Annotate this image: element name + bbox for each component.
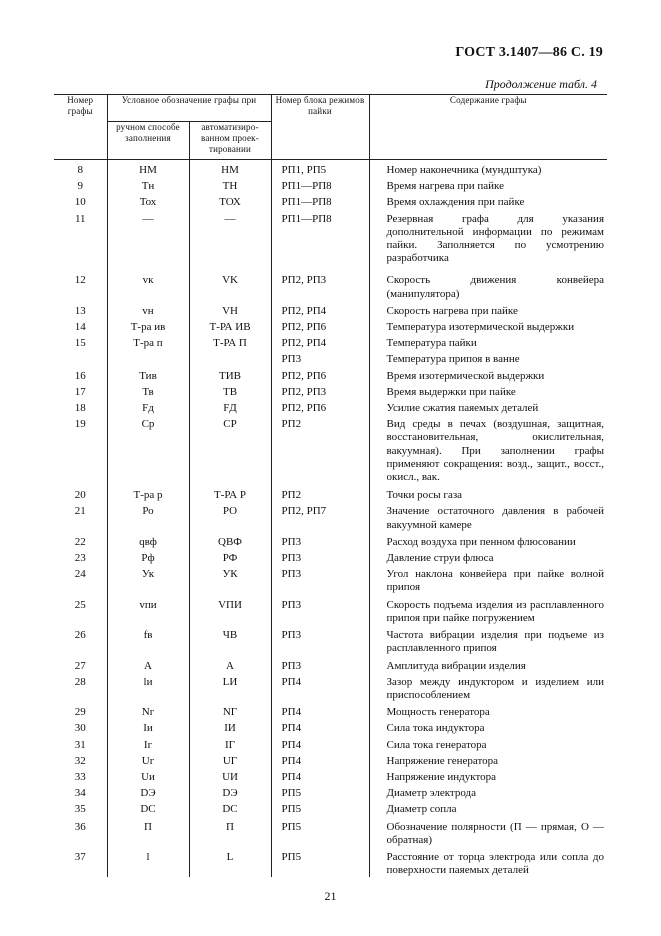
cell-automated-designation: ЧВ (189, 625, 271, 655)
cell-description: Расход воздуха при пенном флюсовании (369, 532, 607, 549)
cell-automated-designation: NГ (189, 702, 271, 719)
table-row (54, 484, 607, 502)
table-row (54, 549, 607, 565)
document-reference: ГОСТ 3.1407—86 С. 19 (455, 45, 603, 60)
cell-manual-designation: vк (107, 265, 189, 300)
table-row (54, 595, 607, 625)
cell-number: 34 (74, 787, 86, 800)
cell-block: РП2, РП4 (271, 334, 369, 350)
cell-number: 17 (74, 385, 86, 398)
cell-description: Вид среды в печах (воздушная, защитная, восстановительная, окислительная, вакуумная). При заполнении графы применяют сокращения: возд., защит., восст., окисл., вак. (369, 415, 607, 484)
cell-block: РП3 (271, 350, 369, 366)
cell-description: Частота вибрации изделия при подъеме из расплавленного припоя (369, 625, 607, 655)
cell-automated-designation: Т-РА П (189, 334, 271, 350)
table-row (54, 847, 607, 877)
cell-automated-designation: Т-РА ИВ (189, 318, 271, 334)
cell-automated-designation: DЭ (189, 784, 271, 800)
table-row (54, 565, 607, 594)
cell-automated-designation: УК (189, 565, 271, 594)
table-row (54, 334, 607, 350)
cell-number: 20 (74, 489, 86, 502)
page-number: 21 (324, 889, 337, 903)
cell-description: Точки росы газа (369, 484, 607, 502)
cell-description: Номер наконечника (мундштука) (369, 160, 607, 178)
cell-automated-designation: DC (189, 800, 271, 816)
cell-automated-designation: А (189, 656, 271, 673)
cell-description: Резервная графа для указания дополнительной информации по режимам пайки. Заполняется по усмотрению разработчика (369, 210, 607, 266)
cell-number: 35 (74, 803, 86, 816)
table-row (54, 736, 607, 752)
cell-number: 8 (77, 164, 83, 176)
cell-block: РП3 (271, 656, 369, 673)
cell-manual-designation: Uг (107, 752, 189, 768)
table-row (54, 656, 607, 673)
header-designation-group: Условное обозначение графы при (107, 95, 271, 122)
cell-automated-designation: UГ (189, 752, 271, 768)
cell-automated-designation: UИ (189, 768, 271, 784)
cell-number: 9 (77, 180, 83, 193)
cell-manual-designation: Iи (107, 719, 189, 735)
cell-manual-designation: vпи (107, 595, 189, 625)
cell-description: Напряжение генератора (369, 752, 607, 768)
header-block: Номер блока режимов пайки (271, 95, 369, 160)
cell-manual-designation: Т-ра ив (107, 318, 189, 334)
table-continuation-label: Продолжение табл. 4 (485, 77, 597, 91)
table-row (54, 415, 607, 484)
cell-description: Сила тока индуктора (369, 719, 607, 735)
cell-block: РП1—РП8 (271, 193, 369, 209)
cell-number: 19 (74, 418, 86, 431)
table-row (54, 800, 607, 816)
cell-automated-designation: VK (189, 265, 271, 300)
table-row (54, 383, 607, 399)
cell-block: РП2, РП6 (271, 318, 369, 334)
cell-number: 29 (74, 706, 86, 719)
cell-number: 10 (74, 196, 86, 209)
table-row (54, 502, 607, 531)
header-content: Содержание графы (369, 95, 607, 160)
cell-description: Расстояние от торца электрода или сопла до поверхности паяемых деталей (369, 847, 607, 877)
cell-description: Скорость нагрева при пайке (369, 301, 607, 318)
cell-block: РП2, РП6 (271, 367, 369, 383)
cell-manual-designation: Fд (107, 399, 189, 415)
cell-manual-designation: DC (107, 800, 189, 816)
table-row (54, 160, 607, 178)
cell-block: РП5 (271, 817, 369, 847)
header-number: Номер графы (54, 95, 107, 160)
cell-description: Угол наклона конвейера при пайке волной припоя (369, 565, 607, 594)
table-row (54, 768, 607, 784)
cell-automated-designation: РО (189, 502, 271, 531)
cell-block: РП2 (271, 484, 369, 502)
cell-block: РП3 (271, 549, 369, 565)
cell-block: РП4 (271, 673, 369, 702)
cell-automated-designation: LИ (189, 673, 271, 702)
table-row (54, 350, 607, 366)
cell-description: Время охлаждения при пайке (369, 193, 607, 209)
cell-number: 11 (74, 212, 86, 225)
cell-number: 37 (74, 850, 86, 863)
cell-manual-designation: Uи (107, 768, 189, 784)
cell-manual-designation: Т-ра п (107, 334, 189, 350)
table-row (54, 752, 607, 768)
cell-number: 30 (74, 722, 86, 735)
cell-description: Обозначение полярности (П — прямая, О — обратная) (369, 817, 607, 847)
cell-description: Температура пайки (369, 334, 607, 350)
cell-block: РП5 (271, 800, 369, 816)
cell-automated-designation: VПИ (189, 595, 271, 625)
cell-number: 18 (74, 402, 86, 415)
cell-description: Значение остаточного давления в рабочей вакуумной камере (369, 502, 607, 531)
cell-number: 31 (74, 738, 86, 751)
cell-block: РП2, РП6 (271, 399, 369, 415)
cell-block: РП3 (271, 595, 369, 625)
cell-block: РП3 (271, 565, 369, 594)
table-row (54, 817, 607, 847)
cell-description: Температура припоя в ванне (369, 350, 607, 366)
cell-automated-designation: СР (189, 415, 271, 484)
cell-description: Скорость подъема изделия из расплавленного припоя при пайке погружением (369, 595, 607, 625)
cell-number: 36 (74, 820, 86, 833)
cell-number: 13 (74, 304, 86, 317)
cell-manual-designation: vн (107, 301, 189, 318)
cell-description: Давление струи флюса (369, 549, 607, 565)
cell-automated-designation: L (189, 847, 271, 877)
cell-description: Зазор между индуктором и изделием или приспособлением (369, 673, 607, 702)
cell-number: 22 (74, 535, 86, 548)
cell-block: РП4 (271, 702, 369, 719)
cell-automated-designation: VH (189, 301, 271, 318)
cell-block: РП3 (271, 625, 369, 655)
table-row (54, 367, 607, 383)
cell-description: Амплитуда вибрации изделия (369, 656, 607, 673)
table-row (54, 784, 607, 800)
cell-description: Время выдержки при пайке (369, 383, 607, 399)
cell-block: РП1—РП8 (271, 177, 369, 193)
cell-manual-designation: qвф (107, 532, 189, 549)
cell-block: РП2, РП3 (271, 265, 369, 300)
cell-manual-designation: Тв (107, 383, 189, 399)
header-manual: ручном способе заполнения (107, 121, 189, 159)
cell-manual-designation: П (107, 817, 189, 847)
cell-manual-designation: Рф (107, 549, 189, 565)
cell-manual-designation: fв (107, 625, 189, 655)
cell-automated-designation: IГ (189, 736, 271, 752)
table-body (54, 160, 607, 878)
cell-block: РП2 (271, 415, 369, 484)
cell-number: 28 (74, 675, 86, 688)
cell-automated-designation: ТВ (189, 383, 271, 399)
cell-description: Диаметр электрода (369, 784, 607, 800)
cell-description: Время изотермической выдержки (369, 367, 607, 383)
cell-block: РП2, РП7 (271, 502, 369, 531)
cell-manual-designation (107, 350, 189, 366)
cell-manual-designation: Iг (107, 736, 189, 752)
parameters-table (54, 94, 607, 877)
cell-number: 16 (74, 369, 86, 382)
table-row (54, 301, 607, 318)
cell-manual-designation: Тн (107, 177, 189, 193)
cell-manual-designation: А (107, 656, 189, 673)
cell-block: РП5 (271, 784, 369, 800)
cell-number: 25 (74, 598, 86, 611)
cell-block: РП2, РП3 (271, 383, 369, 399)
cell-description: Температура изотермической выдержки (369, 318, 607, 334)
cell-block: РП3 (271, 532, 369, 549)
cell-manual-designation: — (107, 210, 189, 266)
table-row (54, 210, 607, 266)
table-row (54, 532, 607, 549)
table-row (54, 399, 607, 415)
cell-description: Скорость движения конвейера (манипулятора) (369, 265, 607, 300)
cell-manual-designation: Ук (107, 565, 189, 594)
cell-automated-designation: ТОХ (189, 193, 271, 209)
cell-description: Диаметр сопла (369, 800, 607, 816)
cell-automated-designation (189, 350, 271, 366)
cell-block: РП4 (271, 752, 369, 768)
cell-block: РП2, РП4 (271, 301, 369, 318)
cell-block: РП4 (271, 736, 369, 752)
cell-block: РП4 (271, 768, 369, 784)
cell-number: 26 (74, 629, 86, 642)
cell-description: Сила тока генератора (369, 736, 607, 752)
cell-automated-designation: QВФ (189, 532, 271, 549)
cell-number: 33 (74, 770, 86, 783)
table-row (54, 193, 607, 209)
cell-automated-designation: — (189, 210, 271, 266)
table-row (54, 702, 607, 719)
cell-automated-designation: IИ (189, 719, 271, 735)
cell-manual-designation: Тив (107, 367, 189, 383)
cell-number: 14 (74, 321, 86, 334)
cell-automated-designation: РФ (189, 549, 271, 565)
header-automated: автоматизиро-ванном проек-тировании (189, 121, 271, 159)
cell-block: РП1, РП5 (271, 160, 369, 178)
cell-number: 32 (74, 754, 86, 767)
cell-automated-designation: Т-РА Р (189, 484, 271, 502)
table-row (54, 673, 607, 702)
cell-block: РП1—РП8 (271, 210, 369, 266)
table-row (54, 265, 607, 300)
table-row (54, 318, 607, 334)
cell-manual-designation: НМ (107, 160, 189, 178)
cell-number: 27 (74, 659, 86, 672)
cell-manual-designation: Т-ра р (107, 484, 189, 502)
table-row (54, 177, 607, 193)
cell-number: 24 (74, 568, 86, 581)
cell-automated-designation: ТН (189, 177, 271, 193)
cell-manual-designation: Ср (107, 415, 189, 484)
cell-automated-designation: ТИВ (189, 367, 271, 383)
cell-automated-designation: НМ (189, 160, 271, 178)
cell-description: Усилие сжатия паяемых деталей (369, 399, 607, 415)
cell-manual-designation: Ро (107, 502, 189, 531)
cell-automated-designation: П (189, 817, 271, 847)
cell-manual-designation: lи (107, 673, 189, 702)
cell-description: Напряжение индуктора (369, 768, 607, 784)
cell-number: 23 (74, 552, 86, 565)
cell-number: 15 (74, 337, 86, 350)
cell-block: РП5 (271, 847, 369, 877)
cell-number: 21 (74, 505, 86, 518)
cell-manual-designation: Nг (107, 702, 189, 719)
cell-manual-designation: DЭ (107, 784, 189, 800)
table-row (54, 625, 607, 655)
cell-description: Время нагрева при пайке (369, 177, 607, 193)
cell-number: 12 (74, 274, 86, 287)
cell-block: РП4 (271, 719, 369, 735)
cell-manual-designation: l (107, 847, 189, 877)
cell-description: Мощность генератора (369, 702, 607, 719)
cell-automated-designation: FД (189, 399, 271, 415)
cell-number (54, 350, 107, 366)
table-row (54, 719, 607, 735)
cell-manual-designation: Тох (107, 193, 189, 209)
